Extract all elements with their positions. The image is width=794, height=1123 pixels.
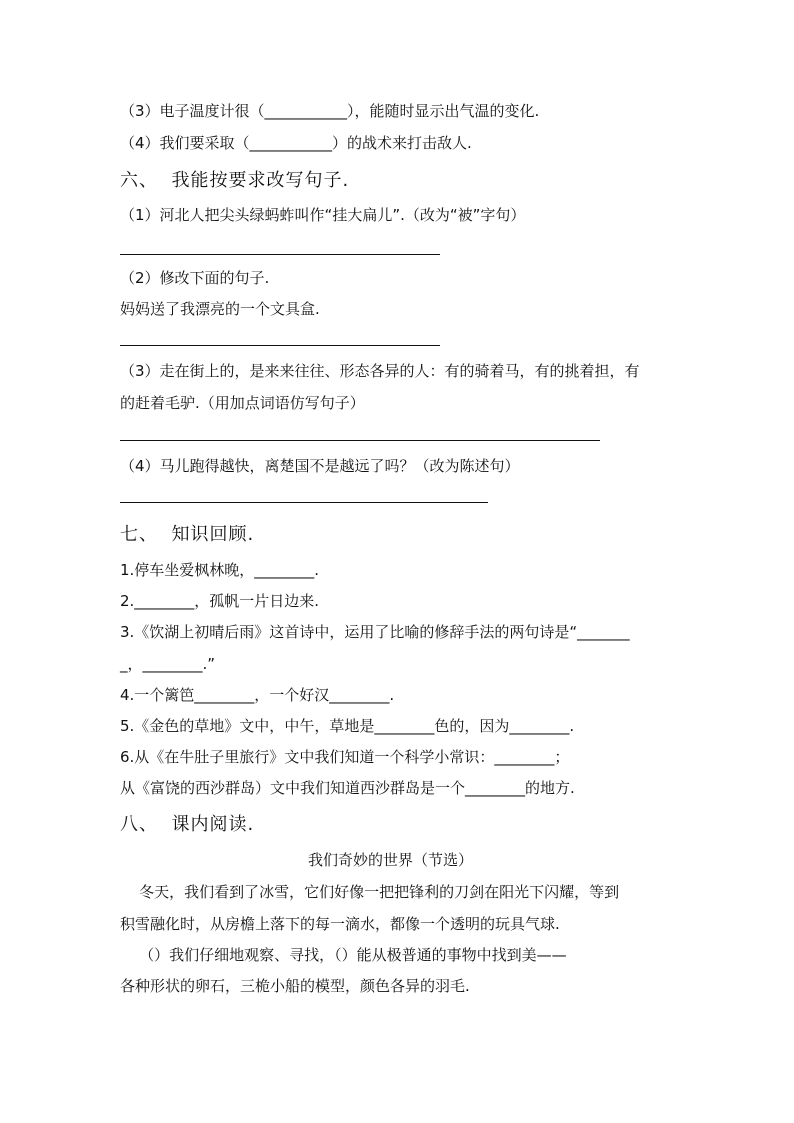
- passage-para2-line2: 各种形状的卵石，三桅小船的模型，颜色各异的羽毛.: [120, 977, 470, 995]
- s6-item1-answer-line[interactable]: [120, 254, 440, 255]
- section8-heading: 八、 课内阅读.: [120, 814, 255, 835]
- passage-para2-line1: （）我们仔细地观察、寻找，（）能从极普通的事物中找到美——: [120, 946, 567, 964]
- s6-item3-answer-line[interactable]: [120, 440, 600, 441]
- passage-title: 我们奇妙的世界（节选）: [308, 851, 474, 869]
- q5-item3: （3）电子温度计很（___________），能随时显示出气温的变化.: [120, 102, 540, 120]
- s7-item4: 4.一个篱笆________，一个好汉________.: [120, 686, 395, 704]
- s7-item2: 2.________，孤帆一片日边来.: [120, 592, 320, 610]
- s7-item1: 1.停车坐爱枫林晚，________.: [120, 561, 320, 579]
- q5-item4: （4）我们要采取（___________）的战术来打击敌人.: [120, 134, 472, 152]
- s6-item3-line2: 的赶着毛驴.（用加点词语仿写句子）: [120, 394, 365, 412]
- s7-item6-line2: 从《富饶的西沙群岛）文中我们知道西沙群岛是一个________的地方.: [120, 779, 575, 797]
- s7-item3-line1: 3.《饮湖上初晴后雨》这首诗中，运用了比喻的修辞手法的两句诗是“_______: [120, 623, 630, 641]
- section7-heading: 七、 知识回顾.: [120, 524, 255, 545]
- passage-para1-line2: 积雪融化时，从房檐上落下的每一滴水，都像一个透明的玩具气球.: [120, 915, 560, 933]
- s6-item2-sentence: 妈妈送了我漂亮的一个文具盒.: [120, 300, 320, 318]
- s7-item3-line2: _，________.”: [120, 655, 216, 673]
- s6-item4-answer-line[interactable]: [120, 502, 488, 503]
- s6-item2-prompt: （2）修改下面的句子.: [120, 269, 270, 287]
- s6-item2-answer-line[interactable]: [120, 345, 440, 346]
- passage-para1-line1: 冬天，我们看到了冰雪，它们好像一把把锋利的刀剑在阳光下闪耀，等到: [120, 883, 620, 901]
- s7-item6-line1: 6.从《在牛肚子里旅行》文中我们知道一个科学小常识：________；: [120, 748, 570, 766]
- s7-item5: 5.《金色的草地》文中，中午，草地是________色的，因为________.: [120, 717, 575, 735]
- s6-item4: （4）马儿跑得越快，离楚国不是越远了吗？（改为陈述句）: [120, 457, 520, 475]
- section6-heading: 六、 我能按要求改写句子.: [120, 170, 350, 191]
- s6-item3-line1: （3）走在街上的，是来来往往、形态各异的人：有的骑着马，有的挑着担，有: [120, 362, 640, 380]
- s6-item1: （1）河北人把尖头绿蚂蚱叫作“挂大扁儿”.（改为“被”字句）: [120, 206, 526, 224]
